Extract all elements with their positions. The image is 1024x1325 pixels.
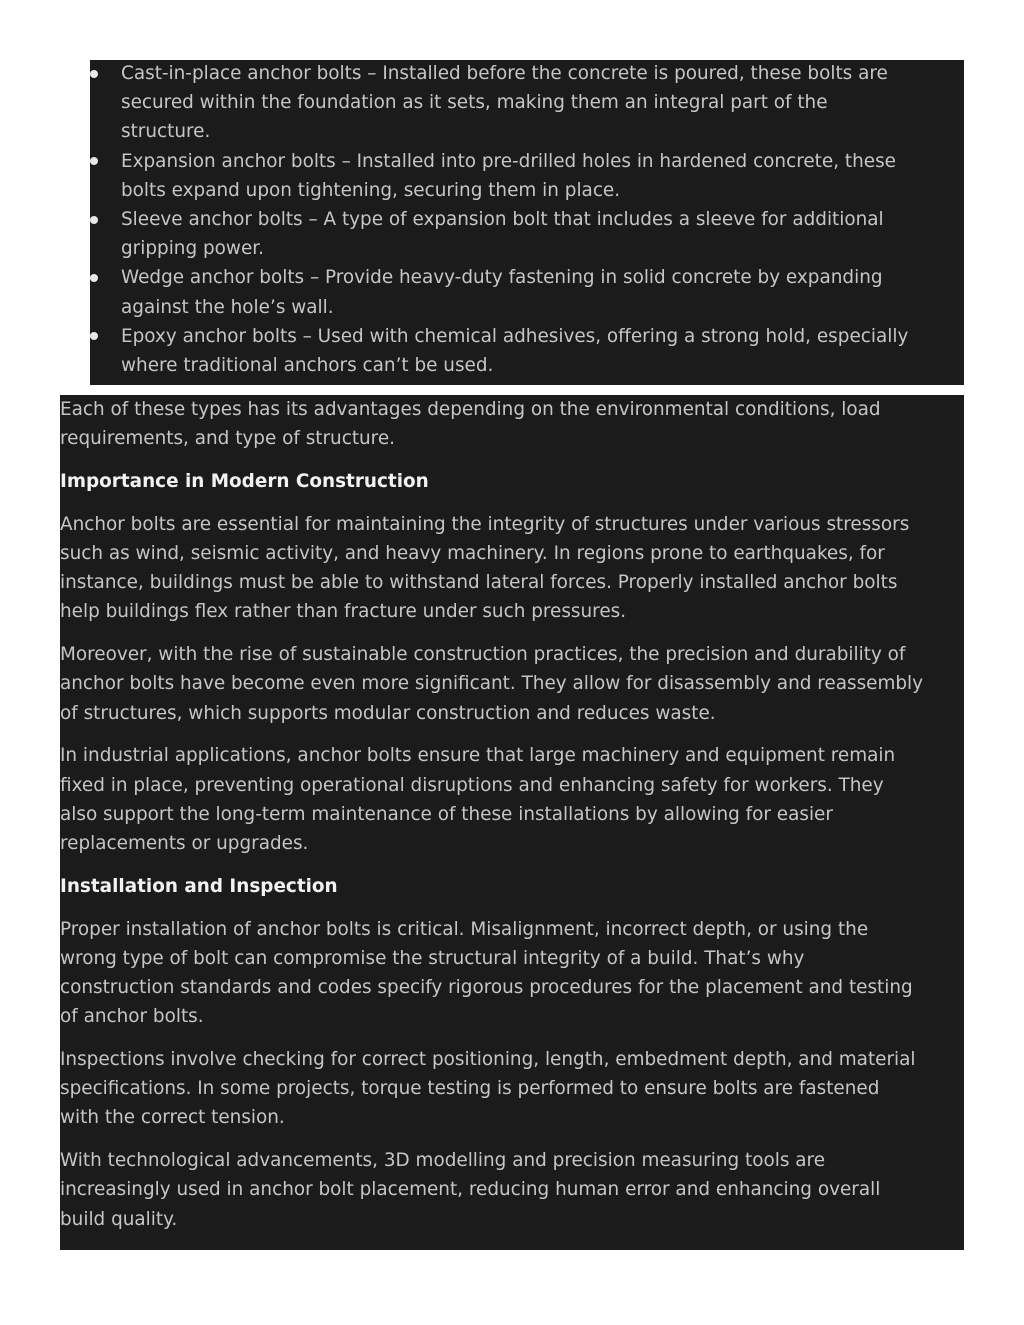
paragraph-line: replacements or upgrades. bbox=[60, 833, 309, 855]
paragraph-line: increasingly used in anchor bolt placement, reducing human error and enhancing overall bbox=[60, 1179, 881, 1201]
bullet-icon bbox=[90, 216, 98, 224]
paragraph-line: With technological advancements, 3D modelling and precision measuring tools are bbox=[60, 1150, 826, 1172]
paragraph-line: Inspections involve checking for correct positioning, length, embedment depth, and material bbox=[60, 1049, 916, 1071]
list-item-expansion bbox=[90, 147, 964, 205]
paragraph-line: Each of these types has its advantages depending on the environmental conditions, load bbox=[60, 399, 881, 420]
paragraph-line: help buildings flex rather than fracture under such pressures. bbox=[60, 601, 627, 623]
paragraph-line: wrong type of bolt can compromise the structural integrity of a build. That’s why bbox=[60, 947, 805, 969]
inspections-paragraph bbox=[60, 1045, 964, 1133]
list-item-line: Expansion anchor bolts – Installed into pre-drilled holes in hardened concrete, these bbox=[121, 150, 896, 172]
anchor-bolt-types-list-block bbox=[90, 60, 964, 385]
paragraph-line: specifications. In some projects, torque testing is performed to ensure bolts are fastened bbox=[60, 1078, 880, 1100]
sustainable-paragraph bbox=[60, 640, 964, 728]
paragraph-line: with the correct tension. bbox=[60, 1107, 285, 1129]
list-item-line: bolts expand upon tightening, securing them in place. bbox=[121, 179, 621, 201]
list-item-line: where traditional anchors can’t be used. bbox=[121, 355, 494, 377]
integrity-paragraph bbox=[60, 510, 964, 627]
paragraph-line: of anchor bolts. bbox=[60, 1006, 204, 1028]
paragraph-line: construction standards and codes specify rigorous procedures for the placement and testing bbox=[60, 977, 913, 999]
paragraph-line: such as wind, seismic activity, and heavy machinery. In regions prone to earthquakes, for bbox=[60, 543, 885, 564]
section-heading-importance: Importance in Modern Construction bbox=[60, 471, 429, 492]
list-item-line: Cast-in-place anchor bolts – Installed before the concrete is poured, these bolts are bbox=[121, 63, 888, 84]
list-item-line: Epoxy anchor bolts – Used with chemical adhesives, offering a strong hold, especially bbox=[121, 325, 909, 347]
types-summary-paragraph bbox=[60, 395, 964, 453]
industrial-paragraph bbox=[60, 741, 964, 858]
anchor-bolt-types-list bbox=[90, 60, 964, 380]
paragraph-line: In industrial applications, anchor bolts ensure that large machinery and equipment remain bbox=[60, 745, 896, 767]
section-heading-installation: Installation and Inspection bbox=[60, 875, 338, 897]
article-body bbox=[60, 395, 964, 1250]
paragraph-line: build quality. bbox=[60, 1208, 178, 1230]
list-item-line: Wedge anchor bolts – Provide heavy-duty fastening in solid concrete by expanding bbox=[121, 267, 883, 289]
paragraph-line: Moreover, with the rise of sustainable construction practices, the precision and durability of bbox=[60, 644, 906, 666]
list-item-wedge bbox=[90, 263, 964, 321]
list-item-cast-in-place bbox=[90, 59, 964, 147]
paragraph-line: also support the long-term maintenance of these installations by allowing for easier bbox=[60, 803, 833, 825]
paragraph-line: instance, buildings must be able to withstand lateral forces. Properly installed anchor bolts bbox=[60, 572, 898, 594]
technology-paragraph bbox=[60, 1146, 964, 1234]
installation-paragraph bbox=[60, 915, 964, 1032]
list-item-line: against the hole’s wall. bbox=[121, 296, 334, 318]
bullet-icon bbox=[90, 332, 98, 340]
bullet-icon bbox=[90, 70, 98, 78]
bullet-icon bbox=[90, 157, 98, 165]
bullet-icon bbox=[90, 274, 98, 282]
list-item-epoxy bbox=[90, 322, 964, 380]
list-item-line: gripping power. bbox=[121, 238, 264, 260]
list-item-line: secured within the foundation as it sets, making them an integral part of the bbox=[121, 92, 828, 114]
paragraph-line: requirements, and type of structure. bbox=[60, 428, 395, 450]
paragraph-line: fixed in place, preventing operational disruptions and enhancing safety for workers. They bbox=[60, 774, 884, 796]
paragraph-line: anchor bolts have become even more significant. They allow for disassembly and reassembly bbox=[60, 673, 924, 695]
paragraph-line: Anchor bolts are essential for maintaining the integrity of structures under various stressors bbox=[60, 513, 910, 535]
paragraph-line: Proper installation of anchor bolts is critical. Misalignment, incorrect depth, or using the bbox=[60, 918, 869, 940]
paragraph-line: of structures, which supports modular construction and reduces waste. bbox=[60, 702, 716, 724]
list-item-line: structure. bbox=[121, 121, 211, 143]
list-item-sleeve bbox=[90, 205, 964, 263]
list-item-line: Sleeve anchor bolts – A type of expansion bolt that includes a sleeve for additional bbox=[121, 209, 884, 231]
